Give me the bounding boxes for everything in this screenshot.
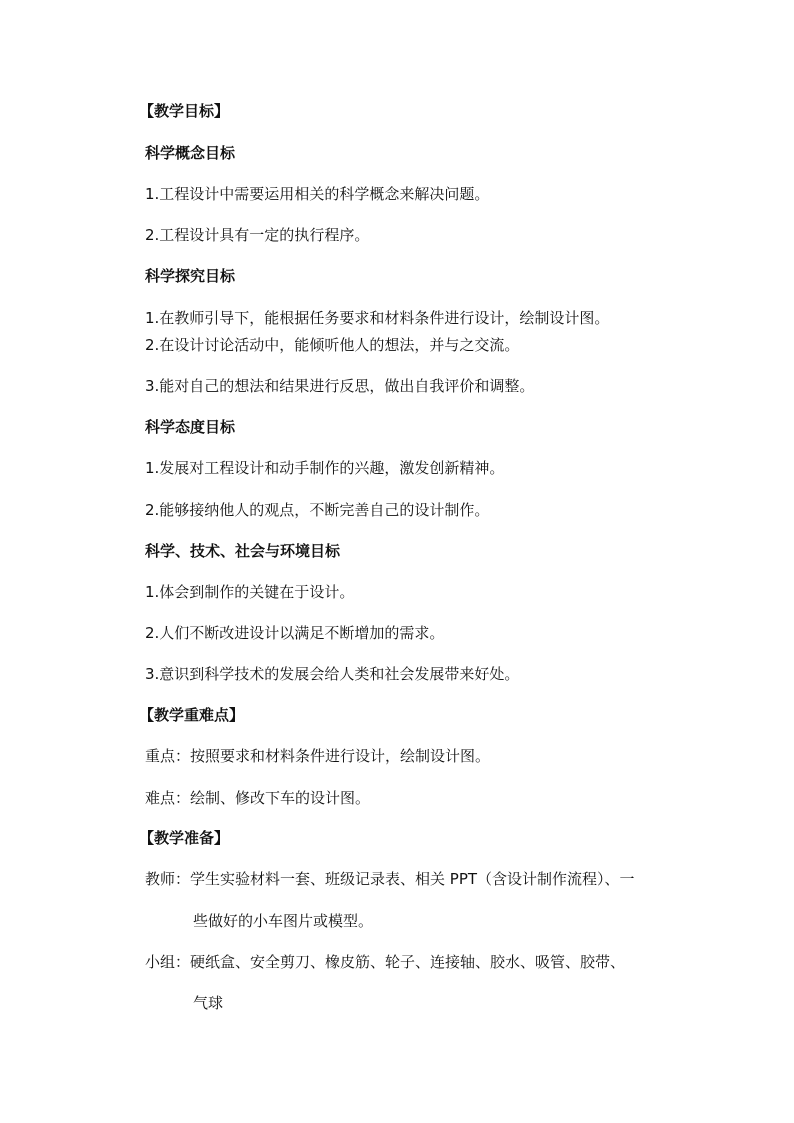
attitude-item-1: 1.发展对工程设计和动手制作的兴趣，激发创新精神。 xyxy=(145,459,505,477)
inquiry-title: 科学探究目标 xyxy=(145,267,236,285)
objectives-header: 【教学目标】 xyxy=(139,102,230,120)
teacher-prep-line-2: 些做好的小车图片或模型。 xyxy=(193,912,374,930)
inquiry-item-2: 2.在设计讨论活动中，能倾听他人的想法，并与之交流。 xyxy=(145,336,520,354)
stse-item-1: 1.体会到制作的关键在于设计。 xyxy=(145,583,355,601)
teacher-prep-line-1: 教师：学生实验材料一套、班级记录表、相关 PPT（含设计制作流程）、一 xyxy=(145,870,635,888)
attitude-item-2: 2.能够接纳他人的观点，不断完善自己的设计制作。 xyxy=(145,501,490,519)
inquiry-item-3: 3.能对自己的想法和结果进行反思，做出自我评价和调整。 xyxy=(145,377,535,395)
stse-title: 科学、技术、社会与环境目标 xyxy=(145,542,341,560)
stse-item-2: 2.人们不断改进设计以满足不断增加的需求。 xyxy=(145,624,445,642)
group-prep-line-2: 气球 xyxy=(193,994,224,1012)
difficulty-point: 难点：绘制、修改下车的设计图。 xyxy=(145,789,371,807)
inquiry-item-1: 1.在教师引导下，能根据任务要求和材料条件进行设计，绘制设计图。 xyxy=(145,309,610,327)
concept-title: 科学概念目标 xyxy=(145,144,236,162)
group-prep-line-1: 小组：硬纸盒、安全剪刀、橡皮筋、轮子、连接轴、胶水、吸管、胶带、 xyxy=(145,953,626,971)
attitude-title: 科学态度目标 xyxy=(145,418,236,436)
stse-item-3: 3.意识到科学技术的发展会给人类和社会发展带来好处。 xyxy=(145,665,520,683)
key-point: 重点：按照要求和材料条件进行设计，绘制设计图。 xyxy=(145,747,491,765)
key-points-header: 【教学重难点】 xyxy=(139,706,245,724)
prep-header: 【教学准备】 xyxy=(139,829,230,847)
concept-item-2: 2.工程设计具有一定的执行程序。 xyxy=(145,226,370,244)
concept-item-1: 1.工程设计中需要运用相关的科学概念来解决问题。 xyxy=(145,185,490,203)
